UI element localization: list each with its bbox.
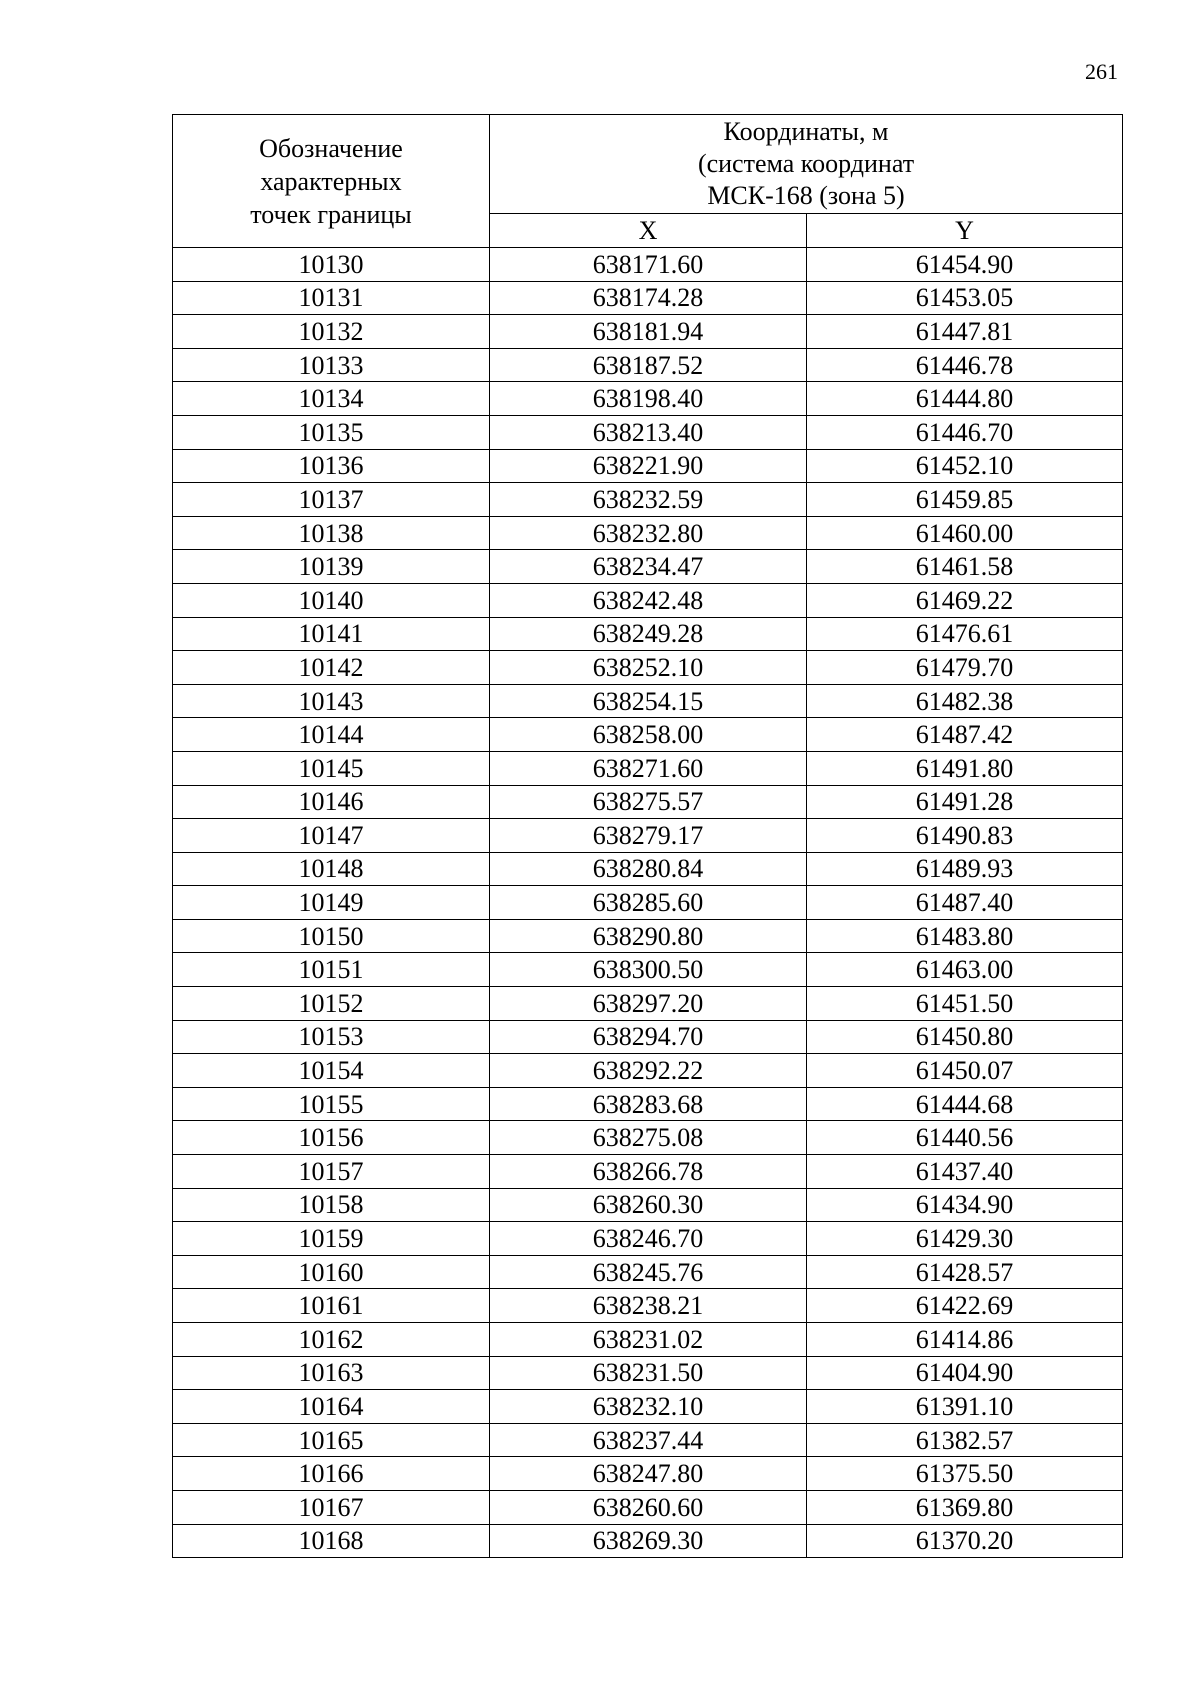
x-coordinate-cell: 638254.15: [490, 684, 807, 718]
point-cell: 10162: [173, 1323, 490, 1357]
x-coordinate-cell: 638297.20: [490, 987, 807, 1021]
y-coordinate-cell: 61491.28: [807, 785, 1123, 819]
y-coordinate-cell: 61476.61: [807, 617, 1123, 651]
table-row: [173, 1457, 1123, 1491]
x-coordinate-cell: 638269.30: [490, 1524, 807, 1558]
point-cell: 10141: [173, 617, 490, 651]
point-cell: 10163: [173, 1356, 490, 1390]
point-cell: 10144: [173, 718, 490, 752]
y-coordinate-cell: 61414.86: [807, 1323, 1123, 1357]
y-coordinate-cell: 61450.07: [807, 1054, 1123, 1088]
point-header-line: Обозначение: [259, 133, 403, 163]
table-row: [173, 684, 1123, 718]
x-coordinate-cell: 638238.21: [490, 1289, 807, 1323]
y-coordinate-cell: 61453.05: [807, 281, 1123, 315]
point-cell: 10160: [173, 1255, 490, 1289]
point-cell: 10139: [173, 550, 490, 584]
table-row: [173, 1490, 1123, 1524]
point-header-line: точек границы: [250, 199, 412, 229]
point-cell: 10166: [173, 1457, 490, 1491]
table-row: [173, 651, 1123, 685]
y-coordinate-cell: 61444.80: [807, 382, 1123, 416]
coordinates-header: [490, 115, 1123, 214]
point-cell: 10132: [173, 315, 490, 349]
x-coordinate-cell: 638213.40: [490, 415, 807, 449]
table-row: [173, 617, 1123, 651]
point-cell: 10133: [173, 348, 490, 382]
page-number: 261: [1085, 59, 1118, 84]
table-row: [173, 1155, 1123, 1189]
y-coordinate-cell: 61434.90: [807, 1188, 1123, 1222]
y-coordinate-cell: 61422.69: [807, 1289, 1123, 1323]
y-coordinate-cell: 61452.10: [807, 449, 1123, 483]
point-cell: 10152: [173, 987, 490, 1021]
point-cell: 10140: [173, 583, 490, 617]
table-row: [173, 1423, 1123, 1457]
x-coordinate-cell: 638294.70: [490, 1020, 807, 1054]
table-row: [173, 953, 1123, 987]
y-coordinate-cell: 61444.68: [807, 1087, 1123, 1121]
coords-header-line: МСК-168 (зона 5): [707, 181, 905, 210]
x-coordinate-cell: 638245.76: [490, 1255, 807, 1289]
y-coordinate-cell: 61460.00: [807, 516, 1123, 550]
coords-header-line: (система координат: [697, 149, 915, 178]
y-coordinate-cell: 61446.78: [807, 348, 1123, 382]
y-coordinate-cell: 61491.80: [807, 751, 1123, 785]
coordinates-table: [172, 114, 1123, 1558]
x-coordinate-cell: 638242.48: [490, 583, 807, 617]
y-coordinate-cell: 61404.90: [807, 1356, 1123, 1390]
table-row: [173, 819, 1123, 853]
y-coordinate-cell: 61487.42: [807, 718, 1123, 752]
table-row: [173, 583, 1123, 617]
table-row: [173, 516, 1123, 550]
point-cell: 10138: [173, 516, 490, 550]
table-row: [173, 315, 1123, 349]
table-row: [173, 281, 1123, 315]
x-coordinate-cell: 638266.78: [490, 1155, 807, 1189]
y-coordinate-cell: 61469.22: [807, 583, 1123, 617]
y-coordinate-cell: 61482.38: [807, 684, 1123, 718]
x-column-header: X: [490, 214, 807, 248]
x-coordinate-cell: 638231.50: [490, 1356, 807, 1390]
y-column-header: Y: [807, 214, 1123, 248]
table-row: [173, 1524, 1123, 1558]
table-row: [173, 248, 1123, 282]
table-row: [173, 785, 1123, 819]
y-coordinate-cell: 61370.20: [807, 1524, 1123, 1558]
x-coordinate-cell: 638232.59: [490, 483, 807, 517]
y-coordinate-cell: 61369.80: [807, 1490, 1123, 1524]
point-cell: 10153: [173, 1020, 490, 1054]
point-cell: 10164: [173, 1390, 490, 1424]
y-coordinate-cell: 61429.30: [807, 1222, 1123, 1256]
x-coordinate-cell: 638285.60: [490, 886, 807, 920]
x-coordinate-cell: 638231.02: [490, 1323, 807, 1357]
x-coordinate-cell: 638275.57: [490, 785, 807, 819]
point-cell: 10142: [173, 651, 490, 685]
table-body: [173, 248, 1123, 1558]
point-cell: 10146: [173, 785, 490, 819]
x-coordinate-cell: 638221.90: [490, 449, 807, 483]
table-row: [173, 1020, 1123, 1054]
y-coordinate-cell: 61437.40: [807, 1155, 1123, 1189]
y-coordinate-cell: 61440.56: [807, 1121, 1123, 1155]
point-cell: 10130: [173, 248, 490, 282]
point-cell: 10156: [173, 1121, 490, 1155]
table-row: [173, 1323, 1123, 1357]
table-row: [173, 1087, 1123, 1121]
table-row: [173, 415, 1123, 449]
point-header-line: характерных: [260, 166, 402, 196]
y-coordinate-cell: 61459.85: [807, 483, 1123, 517]
point-cell: 10135: [173, 415, 490, 449]
table-row: [173, 1356, 1123, 1390]
x-coordinate-cell: 638283.68: [490, 1087, 807, 1121]
table-row: [173, 987, 1123, 1021]
point-cell: 10151: [173, 953, 490, 987]
y-coordinate-cell: 61375.50: [807, 1457, 1123, 1491]
y-coordinate-cell: 61454.90: [807, 248, 1123, 282]
x-coordinate-cell: 638260.30: [490, 1188, 807, 1222]
x-coordinate-cell: 638247.80: [490, 1457, 807, 1491]
point-cell: 10154: [173, 1054, 490, 1088]
table-row: [173, 1121, 1123, 1155]
point-cell: 10145: [173, 751, 490, 785]
y-coordinate-cell: 61489.93: [807, 852, 1123, 886]
x-coordinate-cell: 638232.80: [490, 516, 807, 550]
table-row: [173, 718, 1123, 752]
point-designation-header: [173, 115, 490, 248]
table-header: [173, 115, 1123, 248]
point-cell: 10149: [173, 886, 490, 920]
y-coordinate-cell: 61483.80: [807, 919, 1123, 953]
y-coordinate-cell: 61487.40: [807, 886, 1123, 920]
table-row: [173, 348, 1123, 382]
y-coordinate-cell: 61451.50: [807, 987, 1123, 1021]
table-row: [173, 1255, 1123, 1289]
x-coordinate-cell: 638300.50: [490, 953, 807, 987]
point-cell: 10155: [173, 1087, 490, 1121]
point-cell: 10161: [173, 1289, 490, 1323]
x-coordinate-cell: 638260.60: [490, 1490, 807, 1524]
y-coordinate-cell: 61463.00: [807, 953, 1123, 987]
x-coordinate-cell: 638237.44: [490, 1423, 807, 1457]
coords-header-line: Координаты, м: [723, 117, 889, 146]
table-row: [173, 1054, 1123, 1088]
x-coordinate-cell: 638252.10: [490, 651, 807, 685]
x-coordinate-cell: 638174.28: [490, 281, 807, 315]
table-row: [173, 852, 1123, 886]
x-coordinate-cell: 638290.80: [490, 919, 807, 953]
x-coordinate-cell: 638232.10: [490, 1390, 807, 1424]
table-row: [173, 1390, 1123, 1424]
x-coordinate-cell: 638187.52: [490, 348, 807, 382]
table-row: [173, 1289, 1123, 1323]
y-coordinate-cell: 61447.81: [807, 315, 1123, 349]
x-coordinate-cell: 638292.22: [490, 1054, 807, 1088]
y-coordinate-cell: 61490.83: [807, 819, 1123, 853]
point-cell: 10143: [173, 684, 490, 718]
x-coordinate-cell: 638234.47: [490, 550, 807, 584]
x-coordinate-cell: 638171.60: [490, 248, 807, 282]
y-coordinate-cell: 61450.80: [807, 1020, 1123, 1054]
point-cell: 10134: [173, 382, 490, 416]
y-coordinate-cell: 61382.57: [807, 1423, 1123, 1457]
table-row: [173, 1222, 1123, 1256]
point-cell: 10147: [173, 819, 490, 853]
x-coordinate-cell: 638275.08: [490, 1121, 807, 1155]
x-coordinate-cell: 638181.94: [490, 315, 807, 349]
x-coordinate-cell: 638246.70: [490, 1222, 807, 1256]
x-coordinate-cell: 638280.84: [490, 852, 807, 886]
table-row: [173, 382, 1123, 416]
x-coordinate-cell: 638249.28: [490, 617, 807, 651]
y-coordinate-cell: 61391.10: [807, 1390, 1123, 1424]
table-row: [173, 449, 1123, 483]
y-coordinate-cell: 61428.57: [807, 1255, 1123, 1289]
point-cell: 10165: [173, 1423, 490, 1457]
point-cell: 10131: [173, 281, 490, 315]
point-cell: 10150: [173, 919, 490, 953]
point-cell: 10168: [173, 1524, 490, 1558]
table-row: [173, 1188, 1123, 1222]
x-coordinate-cell: 638198.40: [490, 382, 807, 416]
point-cell: 10159: [173, 1222, 490, 1256]
table-row: [173, 886, 1123, 920]
x-coordinate-cell: 638258.00: [490, 718, 807, 752]
point-cell: 10167: [173, 1490, 490, 1524]
x-coordinate-cell: 638271.60: [490, 751, 807, 785]
x-coordinate-cell: 638279.17: [490, 819, 807, 853]
point-cell: 10136: [173, 449, 490, 483]
point-cell: 10137: [173, 483, 490, 517]
point-cell: 10148: [173, 852, 490, 886]
y-coordinate-cell: 61461.58: [807, 550, 1123, 584]
point-cell: 10157: [173, 1155, 490, 1189]
table-row: [173, 751, 1123, 785]
y-coordinate-cell: 61479.70: [807, 651, 1123, 685]
point-cell: 10158: [173, 1188, 490, 1222]
table-row: [173, 919, 1123, 953]
table-row: [173, 550, 1123, 584]
y-coordinate-cell: 61446.70: [807, 415, 1123, 449]
table-row: [173, 483, 1123, 517]
